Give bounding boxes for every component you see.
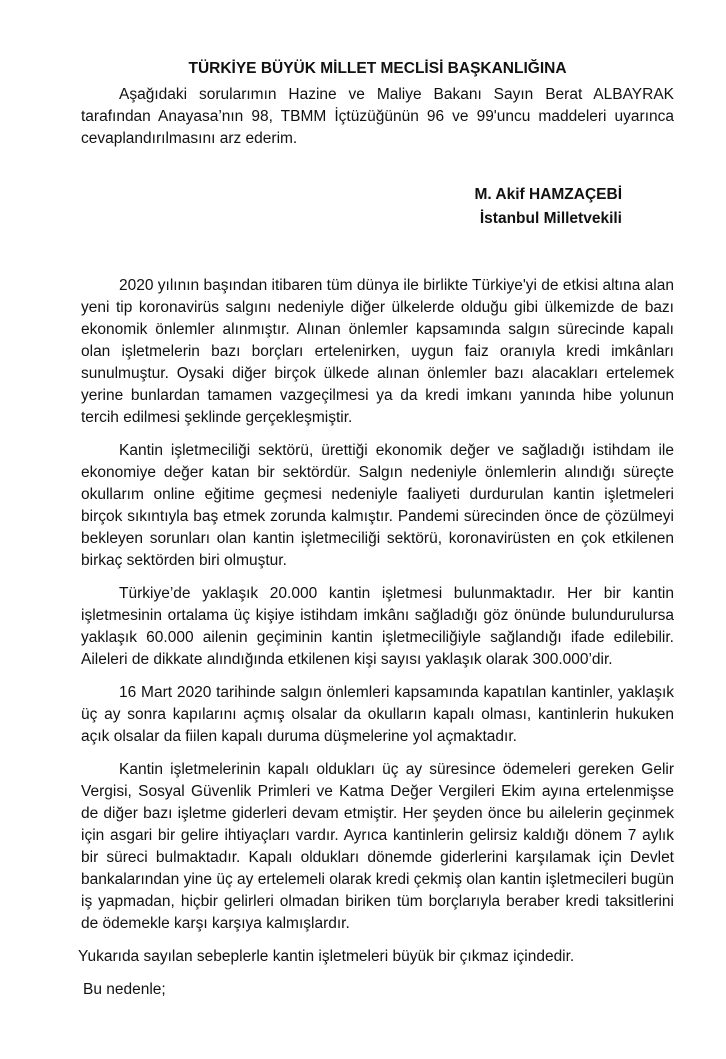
- signature-title: İstanbul Milletvekili: [479, 210, 622, 227]
- body-paragraph-3: Türkiye’de yaklaşık 20.000 kantin işletmesi bulunmaktadır. Her bir kantin işletmesinin ortalama üç kişiye istihdam imkânı sağladığı göz önünde bulundurulursa yaklaşık 60.000 ailenin geçiminin kantin işletmeciliğiyle sağlandığı ifade edilebilir. Aileleri de dikkate alındığında etkilenen kişi sayısı yaklaşık olarak 300.000’dir.: [81, 585, 674, 668]
- body-paragraph-5: Kantin işletmelerinin kapalı oldukları üç ay süresince ödemeleri gereken Gelir Vergisi, Sosyal Güvenlik Primleri ve Katma Değer Vergileri Ekim ayına ertelenmişse de diğer bazı işletme giderleri devam etmiştir. Her şeyden önce bu ailelerin geçinmek için asgari bir gelire ihtiyaçları vardır. Ayrıca kantinlerin gelirsiz kaldığı dönem 7 aylık bir süreci bulmaktadır. Kapalı oldukları dönemde giderlerini karşılamak için Devlet bankalarından yine üç ay ertelemeli olarak kredi çekmiş olan kantin işletmecileri bugün iş yapmadan, hiçbir gelirleri olmadan biriken tüm borçlarıyla beraber kredi taksitlerini de ödemekle karşı karşıya kalmışlardır.: [81, 761, 674, 932]
- intro-paragraph: Aşağıdaki sorularımın Hazine ve Maliye Bakanı Sayın Berat ALBAYRAK tarafından Anayasa’nın 98, TBMM İçtüzüğünün 96 ve 99'uncu maddeleri uyarınca cevaplandırılmasını arz ederim.: [81, 86, 674, 147]
- document-title: TÜRKİYE BÜYÜK MİLLET MECLİSİ BAŞKANLIĞINA: [188, 60, 567, 77]
- body-paragraph-2: Kantin işletmeciliği sektörü, ürettiği ekonomik değer ve sağladığı istihdam ile ekonomiye değer katan bir sektördür. Salgın nedeniyle önlemlerin alındığı süreçte okullarım online eğitime geçmesi nedeniyle faaliyeti durdurulan kantin işletmeleri birçok sıkıntıyla baş etmek zorunda kalmıştır. Pandemi sürecinden önce de çözülmeyi bekleyen sorunları olan kantin işletmeciliği sektörü, koronavirüsten en çok etkilenen birkaç sektörden biri olmuştur.: [81, 442, 674, 569]
- document-body: [78, 275, 674, 1001]
- signature-name: M. Akif HAMZAÇEBİ: [474, 186, 622, 203]
- body-paragraph-4: 16 Mart 2020 tarihinde salgın önlemleri kapsamında kapatılan kantinler, yaklaşık üç ay sonra kapılarını açmış olsalar da okulların kapalı olması, kantinlerin hukuken açık olsalar da fiilen kapalı duruma düşmelerine yol açmaktadır.: [81, 684, 674, 745]
- body-paragraph-1: 2020 yılının başından itibaren tüm dünya ile birlikte Türkiye'yi de etkisi altına alan yeni tip koronavirüs salgını nedeniyle diğer ülkelerde olduğu gibi ülkemizde de bazı ekonomik önlemler alınmıştır. Alınan önlemler kapsamında salgın sürecinde kapalı olan işletmelerin bazı borçları ertelenirken, uygun faiz oranıyla kredi imkânları sunulmuştur. Oysaki diğer birçok ülkede alınan önlemler bazı alacakları ertelemek yerine bunlardan tamamen vazgeçilmesi ya da kredi imkanı yanında hibe yolunun tercih edilmesi şeklinde gerçekleşmiştir.: [81, 277, 674, 426]
- closing-sentence: Yukarıda sayılan sebeplerle kantin işletmeleri büyük bir çıkmaz içindedir.: [78, 948, 575, 965]
- closing-lead-in: Bu nedenle;: [83, 981, 166, 998]
- signature-block: [81, 184, 674, 230]
